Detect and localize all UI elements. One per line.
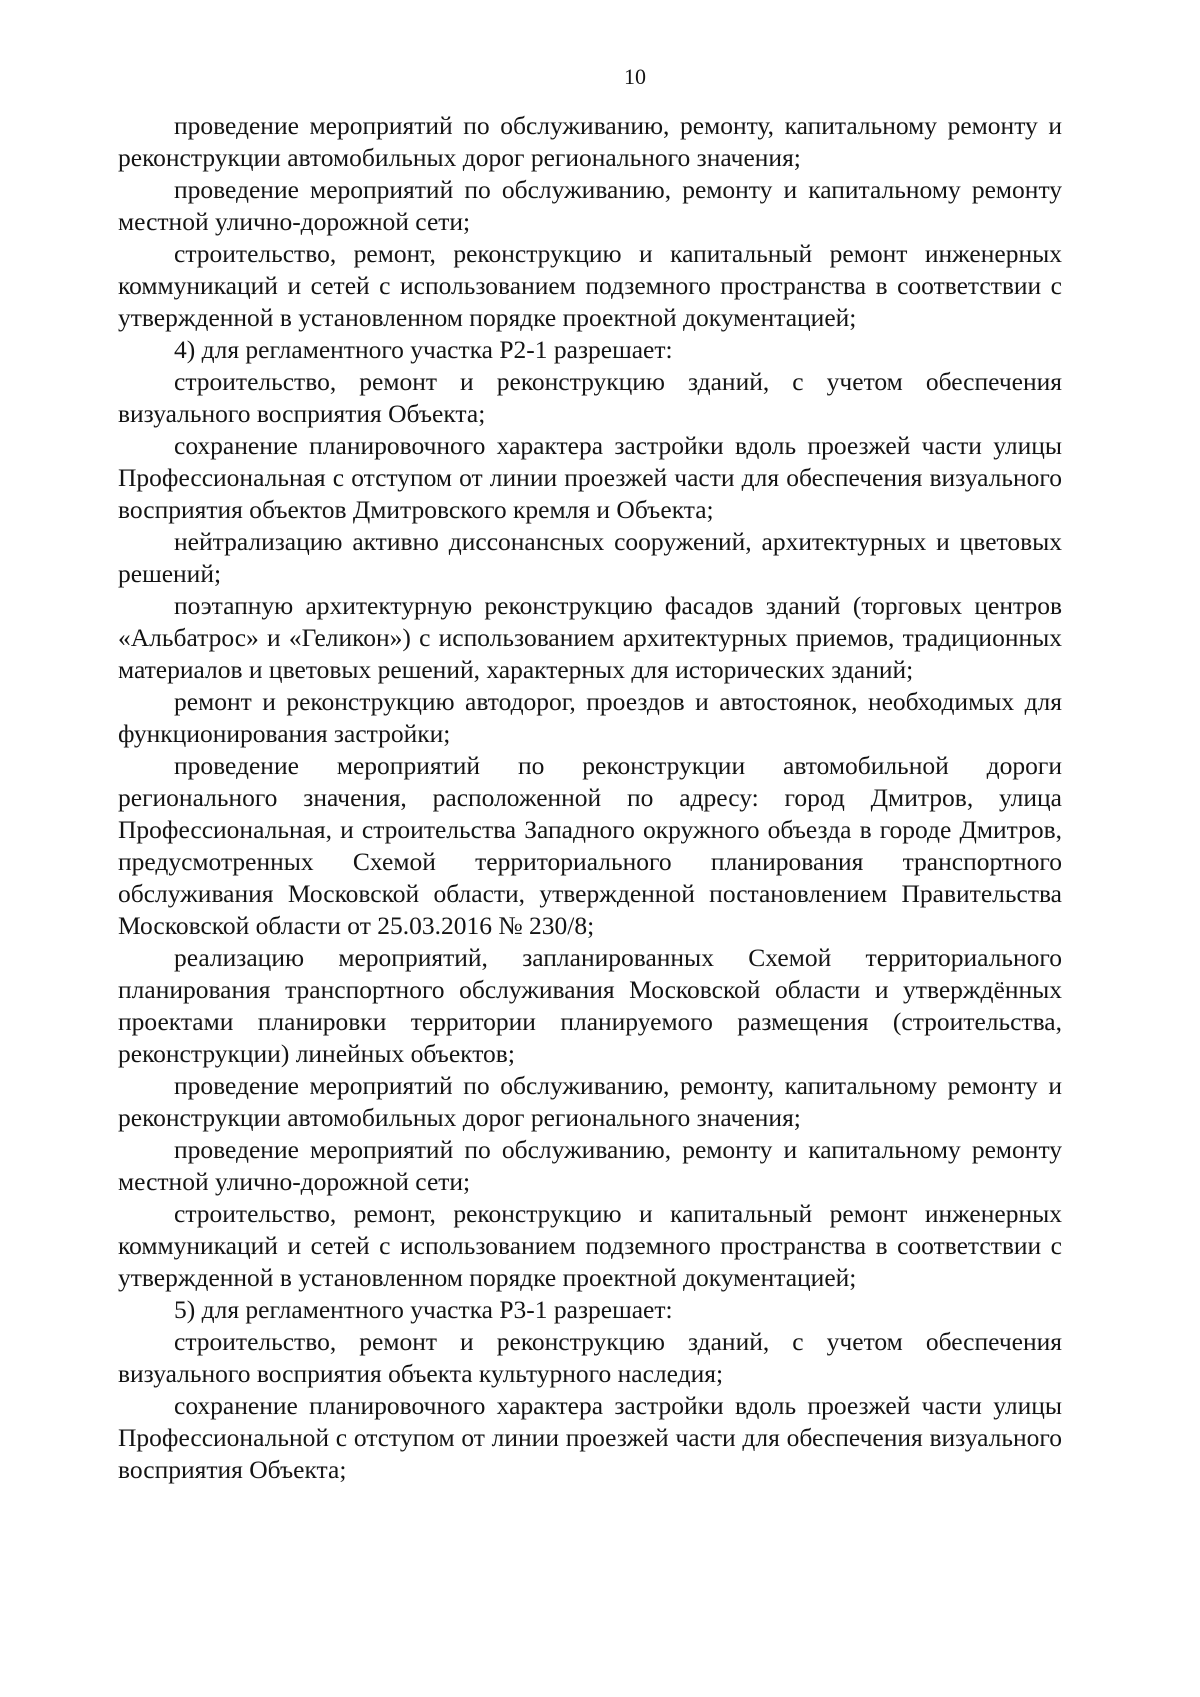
paragraph: проведение мероприятий по обслуживанию, ремонту и капитальному ремонту местной улично-дорожной сети; <box>118 1135 1062 1196</box>
paragraph: строительство, ремонт, реконструкцию и капитальный ремонт инженерных коммуникаций и сетей с использованием подземного пространства в соответствии с утвержденной в установленном порядке проектной документацией; <box>118 239 1062 332</box>
list-item-heading: 5) для регламентного участка Р3-1 разрешает: <box>174 1295 673 1324</box>
paragraph: строительство, ремонт и реконструкцию зданий, с учетом обеспечения визуального восприятия объекта культурного наследия; <box>118 1327 1062 1388</box>
list-item-heading: 4) для регламентного участка Р2-1 разрешает: <box>174 335 673 364</box>
paragraph: сохранение планировочного характера застройки вдоль проезжей части улицы Профессиональная с отступом от линии проезжей части для обеспечения визуального восприятия объектов Дмитровского кремля и Объекта; <box>118 431 1062 524</box>
paragraph: ремонт и реконструкцию автодорог, проездов и автостоянок, необходимых для функционирования застройки; <box>118 687 1062 748</box>
paragraph: нейтрализацию активно диссонансных сооружений, архитектурных и цветовых решений; <box>118 527 1062 588</box>
paragraph: реализацию мероприятий, запланированных Схемой территориального планирования транспортного обслуживания Московской области и утверждённых проектами планировки территории планируемого размещения (строительства, реконструкции) линейных объектов; <box>118 943 1062 1068</box>
paragraph: проведение мероприятий по обслуживанию, ремонту, капитальному ремонту и реконструкции автомобильных дорог регионального значения; <box>118 1071 1062 1132</box>
paragraph: проведение мероприятий по обслуживанию, ремонту и капитальному ремонту местной улично-дорожной сети; <box>118 175 1062 236</box>
paragraph: проведение мероприятий по реконструкции автомобильной дороги регионального значения, расположенной по адресу: город Дмитров, улица Профессиональная, и строительства Западного окружного объезда в городе Дмитров, предусмотренных Схемой территориального планирования транспортного обслуживания Московской области, утвержденной постановлением Правительства Московской области от 25.03.2016 № 230/8; <box>118 751 1062 940</box>
paragraph: строительство, ремонт, реконструкцию и капитальный ремонт инженерных коммуникаций и сетей с использованием подземного пространства в соответствии с утвержденной в установленном порядке проектной документацией; <box>118 1199 1062 1292</box>
paragraph: проведение мероприятий по обслуживанию, ремонту, капитальному ремонту и реконструкции автомобильных дорог регионального значения; <box>118 111 1062 172</box>
document-body <box>118 110 1062 1486</box>
paragraph: поэтапную архитектурную реконструкцию фасадов зданий (торговых центров «Альбатрос» и «Геликон») с использованием архитектурных приемов, традиционных материалов и цветовых решений, характерных для исторических зданий; <box>118 591 1062 684</box>
page-number: 10 <box>624 64 646 89</box>
paragraph: сохранение планировочного характера застройки вдоль проезжей части улицы Профессиональной с отступом от линии проезжей части для обеспечения визуального восприятия Объекта; <box>118 1391 1062 1484</box>
paragraph: строительство, ремонт и реконструкцию зданий, с учетом обеспечения визуального восприятия Объекта; <box>118 367 1062 428</box>
